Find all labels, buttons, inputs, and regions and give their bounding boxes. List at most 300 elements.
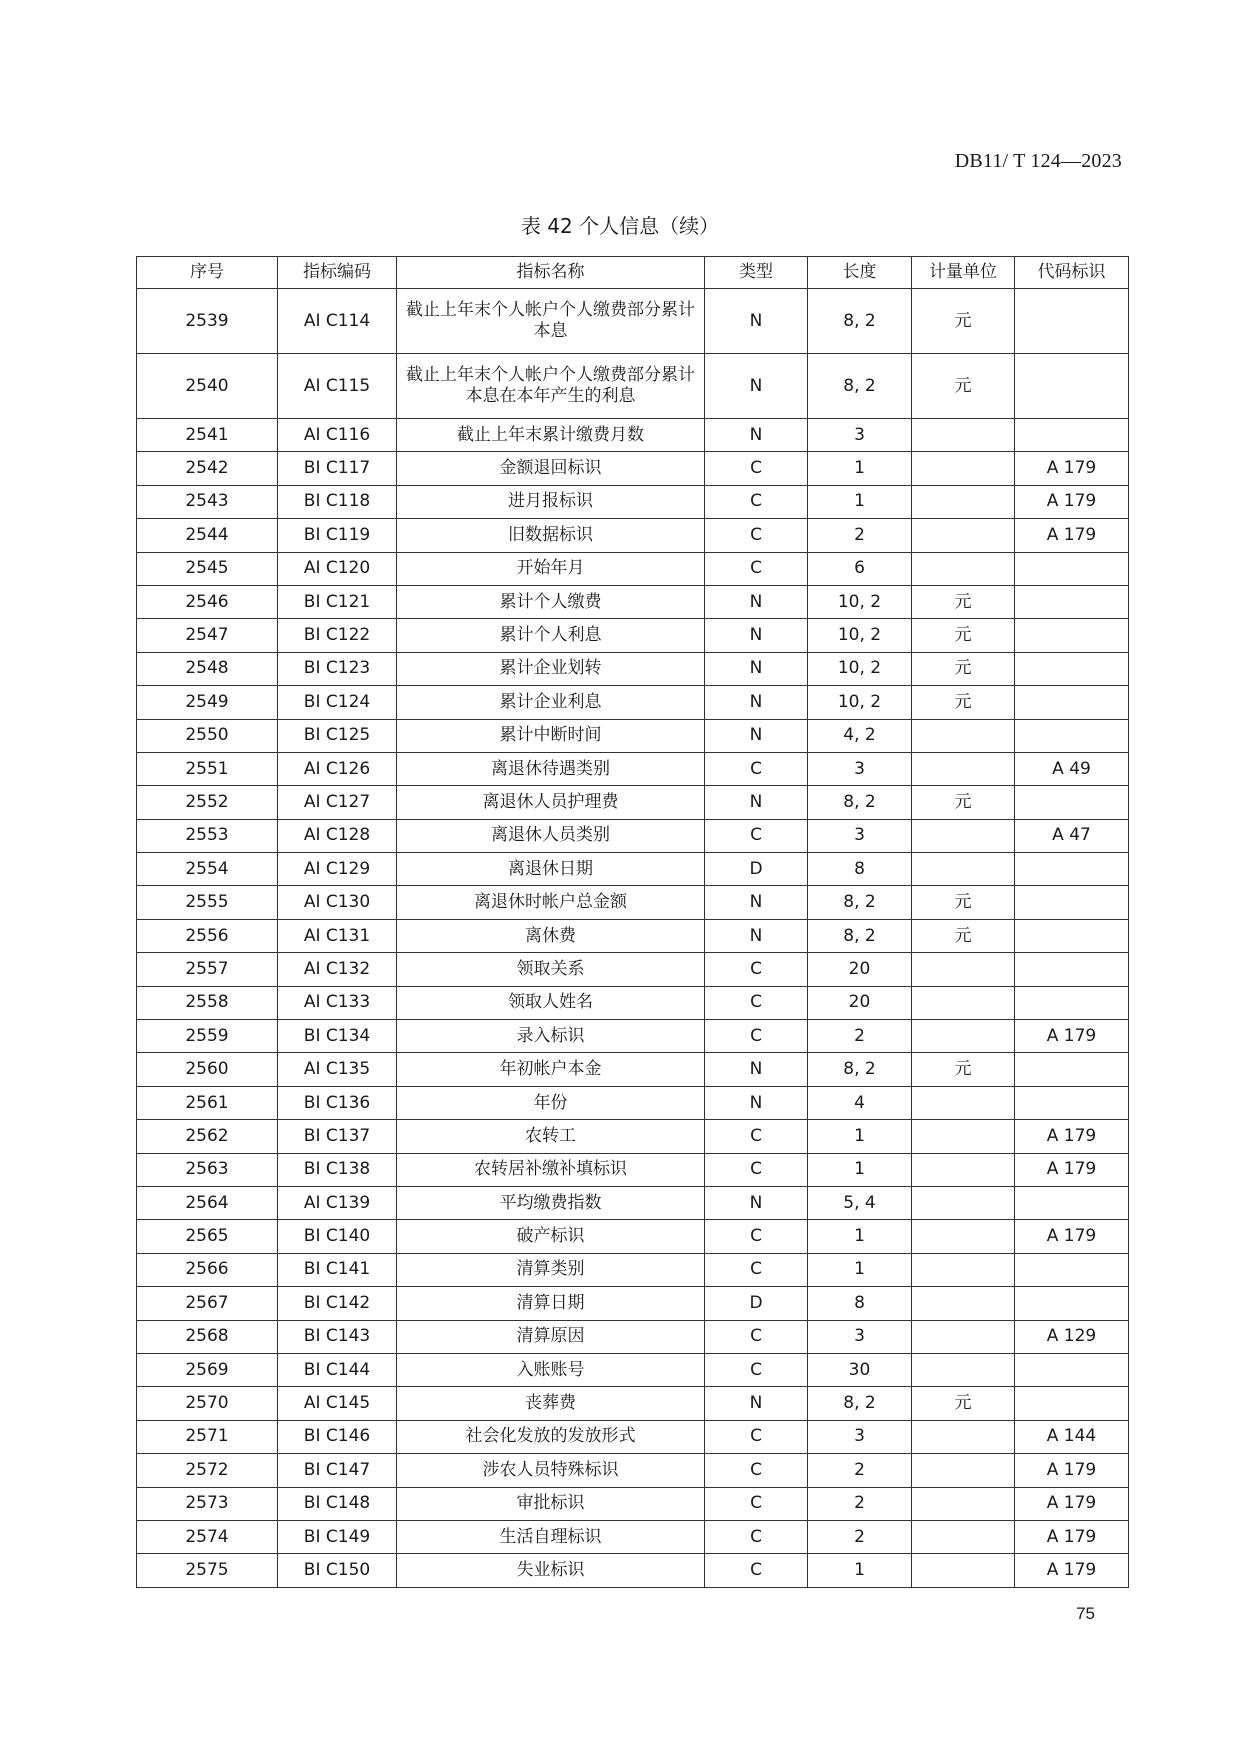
cell-seq: 2575 [137, 1554, 278, 1587]
cell-ref: A 179 [1015, 1153, 1129, 1186]
cell-seq: 2561 [137, 1086, 278, 1119]
table-row [137, 1020, 1129, 1053]
cell-length: 8, 2 [808, 1387, 912, 1420]
cell-code: BI C144 [278, 1353, 397, 1386]
cell-type: D [705, 1287, 808, 1320]
cell-name: 旧数据标识 [397, 519, 705, 552]
cell-type: C [705, 819, 808, 852]
cell-unit [912, 485, 1015, 518]
cell-type: C [705, 1220, 808, 1253]
cell-ref: A 179 [1015, 1020, 1129, 1053]
cell-type: C [705, 1320, 808, 1353]
cell-seq: 2573 [137, 1487, 278, 1520]
cell-seq: 2563 [137, 1153, 278, 1186]
cell-unit [912, 519, 1015, 552]
cell-type: C [705, 1020, 808, 1053]
cell-code: BI C117 [278, 452, 397, 485]
cell-code: AI C116 [278, 419, 397, 452]
cell-code: AI C139 [278, 1186, 397, 1219]
cell-length: 3 [808, 752, 912, 785]
cell-length: 3 [808, 419, 912, 452]
cell-ref: A 179 [1015, 485, 1129, 518]
cell-type: D [705, 853, 808, 886]
cell-ref [1015, 919, 1129, 952]
cell-ref [1015, 986, 1129, 1019]
table-row [137, 1454, 1129, 1487]
cell-length: 2 [808, 1020, 912, 1053]
table-row [137, 686, 1129, 719]
cell-code: BI C149 [278, 1520, 397, 1553]
cell-name: 累计个人缴费 [397, 585, 705, 618]
cell-unit [912, 1120, 1015, 1153]
cell-name: 领取关系 [397, 953, 705, 986]
cell-ref [1015, 686, 1129, 719]
cell-type: C [705, 1554, 808, 1587]
cell-name: 农转居补缴补填标识 [397, 1153, 705, 1186]
cell-code: BI C134 [278, 1020, 397, 1053]
cell-seq: 2556 [137, 919, 278, 952]
cell-name: 丧葬费 [397, 1387, 705, 1420]
cell-code: BI C136 [278, 1086, 397, 1119]
cell-unit [912, 1287, 1015, 1320]
table-row [137, 1153, 1129, 1186]
cell-ref: A 179 [1015, 1120, 1129, 1153]
table-title: 表 42 个人信息（续） [520, 214, 720, 238]
cell-unit: 元 [912, 686, 1015, 719]
cell-type: N [705, 1387, 808, 1420]
cell-ref [1015, 1086, 1129, 1119]
cell-length: 8, 2 [808, 354, 912, 419]
cell-seq: 2547 [137, 619, 278, 652]
cell-unit [912, 419, 1015, 452]
cell-unit [912, 552, 1015, 585]
cell-type: C [705, 953, 808, 986]
cell-length: 1 [808, 1153, 912, 1186]
cell-type: C [705, 1420, 808, 1453]
cell-seq: 2544 [137, 519, 278, 552]
cell-ref: A 144 [1015, 1420, 1129, 1453]
cell-length: 8, 2 [808, 886, 912, 919]
cell-name: 离退休日期 [397, 853, 705, 886]
cell-unit [912, 953, 1015, 986]
cell-ref [1015, 354, 1129, 419]
cell-name: 累计企业利息 [397, 686, 705, 719]
cell-unit: 元 [912, 1387, 1015, 1420]
cell-type: N [705, 289, 808, 354]
table-row [137, 953, 1129, 986]
cell-seq: 2568 [137, 1320, 278, 1353]
cell-name: 失业标识 [397, 1554, 705, 1587]
cell-length: 1 [808, 1554, 912, 1587]
cell-length: 8, 2 [808, 289, 912, 354]
cell-name: 截止上年末个人帐户个人缴费部分累计本息在本年产生的利息 [397, 354, 705, 419]
cell-ref [1015, 953, 1129, 986]
cell-name: 涉农人员特殊标识 [397, 1454, 705, 1487]
cell-name: 生活自理标识 [397, 1520, 705, 1553]
cell-length: 3 [808, 819, 912, 852]
cell-unit [912, 1253, 1015, 1286]
cell-unit: 元 [912, 919, 1015, 952]
cell-name: 进月报标识 [397, 485, 705, 518]
cell-code: BI C119 [278, 519, 397, 552]
table-row [137, 585, 1129, 618]
cell-length: 2 [808, 1487, 912, 1520]
cell-seq: 2540 [137, 354, 278, 419]
table-row [137, 853, 1129, 886]
cell-unit: 元 [912, 1053, 1015, 1086]
cell-length: 1 [808, 452, 912, 485]
cell-type: C [705, 452, 808, 485]
cell-ref: A 129 [1015, 1320, 1129, 1353]
cell-length: 4, 2 [808, 719, 912, 752]
cell-ref: A 179 [1015, 519, 1129, 552]
cell-code: BI C141 [278, 1253, 397, 1286]
column-header-ref: 代码标识 [1015, 257, 1129, 289]
cell-code: AI C128 [278, 819, 397, 852]
cell-length: 2 [808, 1520, 912, 1553]
cell-unit [912, 819, 1015, 852]
cell-code: AI C114 [278, 289, 397, 354]
cell-seq: 2567 [137, 1287, 278, 1320]
table-row [137, 354, 1129, 419]
cell-type: N [705, 1053, 808, 1086]
table-row [137, 1220, 1129, 1253]
cell-code: BI C150 [278, 1554, 397, 1587]
cell-type: C [705, 1120, 808, 1153]
table-row [137, 1320, 1129, 1353]
cell-seq: 2542 [137, 452, 278, 485]
cell-code: BI C138 [278, 1153, 397, 1186]
cell-length: 8 [808, 853, 912, 886]
table-row [137, 1487, 1129, 1520]
table-row [137, 1353, 1129, 1386]
table-row [137, 886, 1129, 919]
column-header-code: 指标编码 [278, 257, 397, 289]
page-number: 75 [1076, 1604, 1095, 1623]
cell-name: 年初帐户本金 [397, 1053, 705, 1086]
cell-seq: 2543 [137, 485, 278, 518]
cell-length: 10, 2 [808, 652, 912, 685]
cell-code: AI C145 [278, 1387, 397, 1420]
cell-length: 8, 2 [808, 786, 912, 819]
table-row [137, 652, 1129, 685]
column-header-unit: 计量单位 [912, 257, 1015, 289]
cell-code: BI C143 [278, 1320, 397, 1353]
table-row [137, 719, 1129, 752]
cell-type: N [705, 919, 808, 952]
cell-type: C [705, 1153, 808, 1186]
cell-seq: 2569 [137, 1353, 278, 1386]
cell-length: 20 [808, 986, 912, 1019]
table-row [137, 986, 1129, 1019]
table-row [137, 1287, 1129, 1320]
cell-code: AI C133 [278, 986, 397, 1019]
table-row [137, 1387, 1129, 1420]
cell-code: AI C127 [278, 786, 397, 819]
cell-unit [912, 1320, 1015, 1353]
cell-code: BI C121 [278, 585, 397, 618]
cell-type: N [705, 354, 808, 419]
cell-unit: 元 [912, 619, 1015, 652]
cell-unit [912, 1153, 1015, 1186]
cell-ref: A 179 [1015, 1220, 1129, 1253]
cell-unit [912, 986, 1015, 1019]
cell-ref [1015, 719, 1129, 752]
cell-seq: 2570 [137, 1387, 278, 1420]
cell-name: 累计中断时间 [397, 719, 705, 752]
cell-code: BI C118 [278, 485, 397, 518]
table-row [137, 1186, 1129, 1219]
cell-unit: 元 [912, 786, 1015, 819]
cell-length: 8, 2 [808, 1053, 912, 1086]
cell-name: 清算原因 [397, 1320, 705, 1353]
cell-ref [1015, 786, 1129, 819]
cell-seq: 2564 [137, 1186, 278, 1219]
cell-unit [912, 1186, 1015, 1219]
cell-unit: 元 [912, 585, 1015, 618]
cell-code: BI C140 [278, 1220, 397, 1253]
cell-seq: 2553 [137, 819, 278, 852]
cell-ref [1015, 619, 1129, 652]
cell-code: BI C147 [278, 1454, 397, 1487]
cell-code: AI C115 [278, 354, 397, 419]
cell-type: C [705, 1454, 808, 1487]
cell-code: AI C130 [278, 886, 397, 919]
cell-unit: 元 [912, 289, 1015, 354]
cell-length: 10, 2 [808, 686, 912, 719]
cell-seq: 2550 [137, 719, 278, 752]
cell-type: N [705, 886, 808, 919]
cell-name: 社会化发放的发放形式 [397, 1420, 705, 1453]
cell-type: C [705, 986, 808, 1019]
cell-seq: 2539 [137, 289, 278, 354]
cell-unit: 元 [912, 652, 1015, 685]
column-header-seq: 序号 [137, 257, 278, 289]
table-row [137, 1086, 1129, 1119]
cell-name: 金额退回标识 [397, 452, 705, 485]
cell-name: 领取人姓名 [397, 986, 705, 1019]
cell-name: 农转工 [397, 1120, 705, 1153]
table-row [137, 485, 1129, 518]
cell-type: C [705, 1353, 808, 1386]
cell-seq: 2557 [137, 953, 278, 986]
cell-ref [1015, 585, 1129, 618]
cell-length: 1 [808, 1220, 912, 1253]
cell-name: 离退休人员类别 [397, 819, 705, 852]
cell-type: N [705, 719, 808, 752]
cell-name: 破产标识 [397, 1220, 705, 1253]
cell-seq: 2558 [137, 986, 278, 1019]
cell-seq: 2551 [137, 752, 278, 785]
cell-length: 10, 2 [808, 585, 912, 618]
table-row [137, 452, 1129, 485]
table-row [137, 819, 1129, 852]
cell-seq: 2574 [137, 1520, 278, 1553]
cell-code: BI C125 [278, 719, 397, 752]
cell-type: C [705, 485, 808, 518]
cell-seq: 2546 [137, 585, 278, 618]
column-header-length: 长度 [808, 257, 912, 289]
cell-code: BI C148 [278, 1487, 397, 1520]
cell-ref [1015, 1287, 1129, 1320]
cell-name: 入账账号 [397, 1353, 705, 1386]
table-row [137, 1554, 1129, 1587]
cell-name: 累计企业划转 [397, 652, 705, 685]
cell-seq: 2554 [137, 853, 278, 886]
cell-type: C [705, 552, 808, 585]
cell-code: AI C120 [278, 552, 397, 585]
cell-length: 4 [808, 1086, 912, 1119]
cell-code: AI C126 [278, 752, 397, 785]
cell-length: 1 [808, 1120, 912, 1153]
cell-seq: 2560 [137, 1053, 278, 1086]
cell-unit [912, 1420, 1015, 1453]
cell-ref [1015, 1186, 1129, 1219]
cell-seq: 2571 [137, 1420, 278, 1453]
cell-unit [912, 853, 1015, 886]
cell-length: 20 [808, 953, 912, 986]
cell-length: 30 [808, 1353, 912, 1386]
cell-length: 6 [808, 552, 912, 585]
cell-unit: 元 [912, 886, 1015, 919]
table-row [137, 289, 1129, 354]
cell-name: 开始年月 [397, 552, 705, 585]
cell-ref [1015, 853, 1129, 886]
cell-code: AI C131 [278, 919, 397, 952]
cell-ref [1015, 1353, 1129, 1386]
cell-name: 离休费 [397, 919, 705, 952]
cell-type: N [705, 619, 808, 652]
cell-ref: A 179 [1015, 452, 1129, 485]
cell-type: C [705, 752, 808, 785]
cell-ref: A 179 [1015, 1487, 1129, 1520]
cell-code: AI C132 [278, 953, 397, 986]
cell-name: 截止上年末累计缴费月数 [397, 419, 705, 452]
cell-seq: 2566 [137, 1253, 278, 1286]
cell-name: 录入标识 [397, 1020, 705, 1053]
cell-code: BI C124 [278, 686, 397, 719]
cell-length: 1 [808, 485, 912, 518]
cell-type: N [705, 419, 808, 452]
cell-unit [912, 452, 1015, 485]
cell-code: BI C142 [278, 1287, 397, 1320]
column-header-name: 指标名称 [397, 257, 705, 289]
cell-seq: 2565 [137, 1220, 278, 1253]
cell-unit [912, 752, 1015, 785]
table-row [137, 1253, 1129, 1286]
cell-length: 10, 2 [808, 619, 912, 652]
cell-code: BI C122 [278, 619, 397, 652]
cell-name: 清算日期 [397, 1287, 705, 1320]
cell-ref: A 179 [1015, 1554, 1129, 1587]
table-header-row [137, 257, 1129, 289]
table-row [137, 419, 1129, 452]
cell-seq: 2555 [137, 886, 278, 919]
cell-seq: 2552 [137, 786, 278, 819]
cell-ref [1015, 1387, 1129, 1420]
cell-ref: A 179 [1015, 1454, 1129, 1487]
cell-name: 审批标识 [397, 1487, 705, 1520]
cell-ref [1015, 552, 1129, 585]
cell-code: BI C146 [278, 1420, 397, 1453]
cell-seq: 2548 [137, 652, 278, 685]
cell-type: C [705, 1487, 808, 1520]
table-row [137, 752, 1129, 785]
table-row [137, 1520, 1129, 1553]
document-code: DB11/ T 124—2023 [954, 150, 1122, 172]
cell-code: BI C137 [278, 1120, 397, 1153]
cell-ref [1015, 419, 1129, 452]
cell-unit [912, 1554, 1015, 1587]
cell-length: 8 [808, 1287, 912, 1320]
cell-name: 清算类别 [397, 1253, 705, 1286]
cell-unit [912, 1520, 1015, 1553]
cell-length: 3 [808, 1420, 912, 1453]
cell-name: 离退休时帐户总金额 [397, 886, 705, 919]
cell-seq: 2541 [137, 419, 278, 452]
cell-seq: 2545 [137, 552, 278, 585]
cell-seq: 2572 [137, 1454, 278, 1487]
table-body [137, 289, 1129, 1588]
cell-length: 8, 2 [808, 919, 912, 952]
cell-length: 2 [808, 1454, 912, 1487]
cell-name: 平均缴费指数 [397, 1186, 705, 1219]
cell-code: BI C123 [278, 652, 397, 685]
cell-type: N [705, 1086, 808, 1119]
cell-unit [912, 1020, 1015, 1053]
cell-code: AI C135 [278, 1053, 397, 1086]
cell-seq: 2562 [137, 1120, 278, 1153]
cell-ref [1015, 652, 1129, 685]
cell-unit [912, 1487, 1015, 1520]
cell-name: 累计个人利息 [397, 619, 705, 652]
cell-ref: A 47 [1015, 819, 1129, 852]
cell-unit [912, 1086, 1015, 1119]
cell-type: C [705, 519, 808, 552]
table-row [137, 619, 1129, 652]
cell-ref [1015, 1253, 1129, 1286]
cell-type: C [705, 1253, 808, 1286]
cell-code: AI C129 [278, 853, 397, 886]
cell-length: 3 [808, 1320, 912, 1353]
cell-type: N [705, 686, 808, 719]
cell-type: N [705, 786, 808, 819]
cell-seq: 2559 [137, 1020, 278, 1053]
cell-length: 1 [808, 1253, 912, 1286]
cell-ref: A 49 [1015, 752, 1129, 785]
cell-length: 5, 4 [808, 1186, 912, 1219]
column-header-type: 类型 [705, 257, 808, 289]
cell-ref: A 179 [1015, 1520, 1129, 1553]
cell-ref [1015, 1053, 1129, 1086]
cell-name: 截止上年末个人帐户个人缴费部分累计本息 [397, 289, 705, 354]
table-row [137, 1420, 1129, 1453]
table-row [137, 519, 1129, 552]
cell-unit [912, 1454, 1015, 1487]
cell-ref [1015, 289, 1129, 354]
cell-unit [912, 1220, 1015, 1253]
cell-name: 离退休人员护理费 [397, 786, 705, 819]
cell-length: 2 [808, 519, 912, 552]
cell-unit [912, 1353, 1015, 1386]
table-row [137, 1120, 1129, 1153]
cell-type: N [705, 652, 808, 685]
table-row [137, 786, 1129, 819]
cell-type: N [705, 1186, 808, 1219]
cell-unit [912, 719, 1015, 752]
table-row [137, 919, 1129, 952]
cell-ref [1015, 886, 1129, 919]
